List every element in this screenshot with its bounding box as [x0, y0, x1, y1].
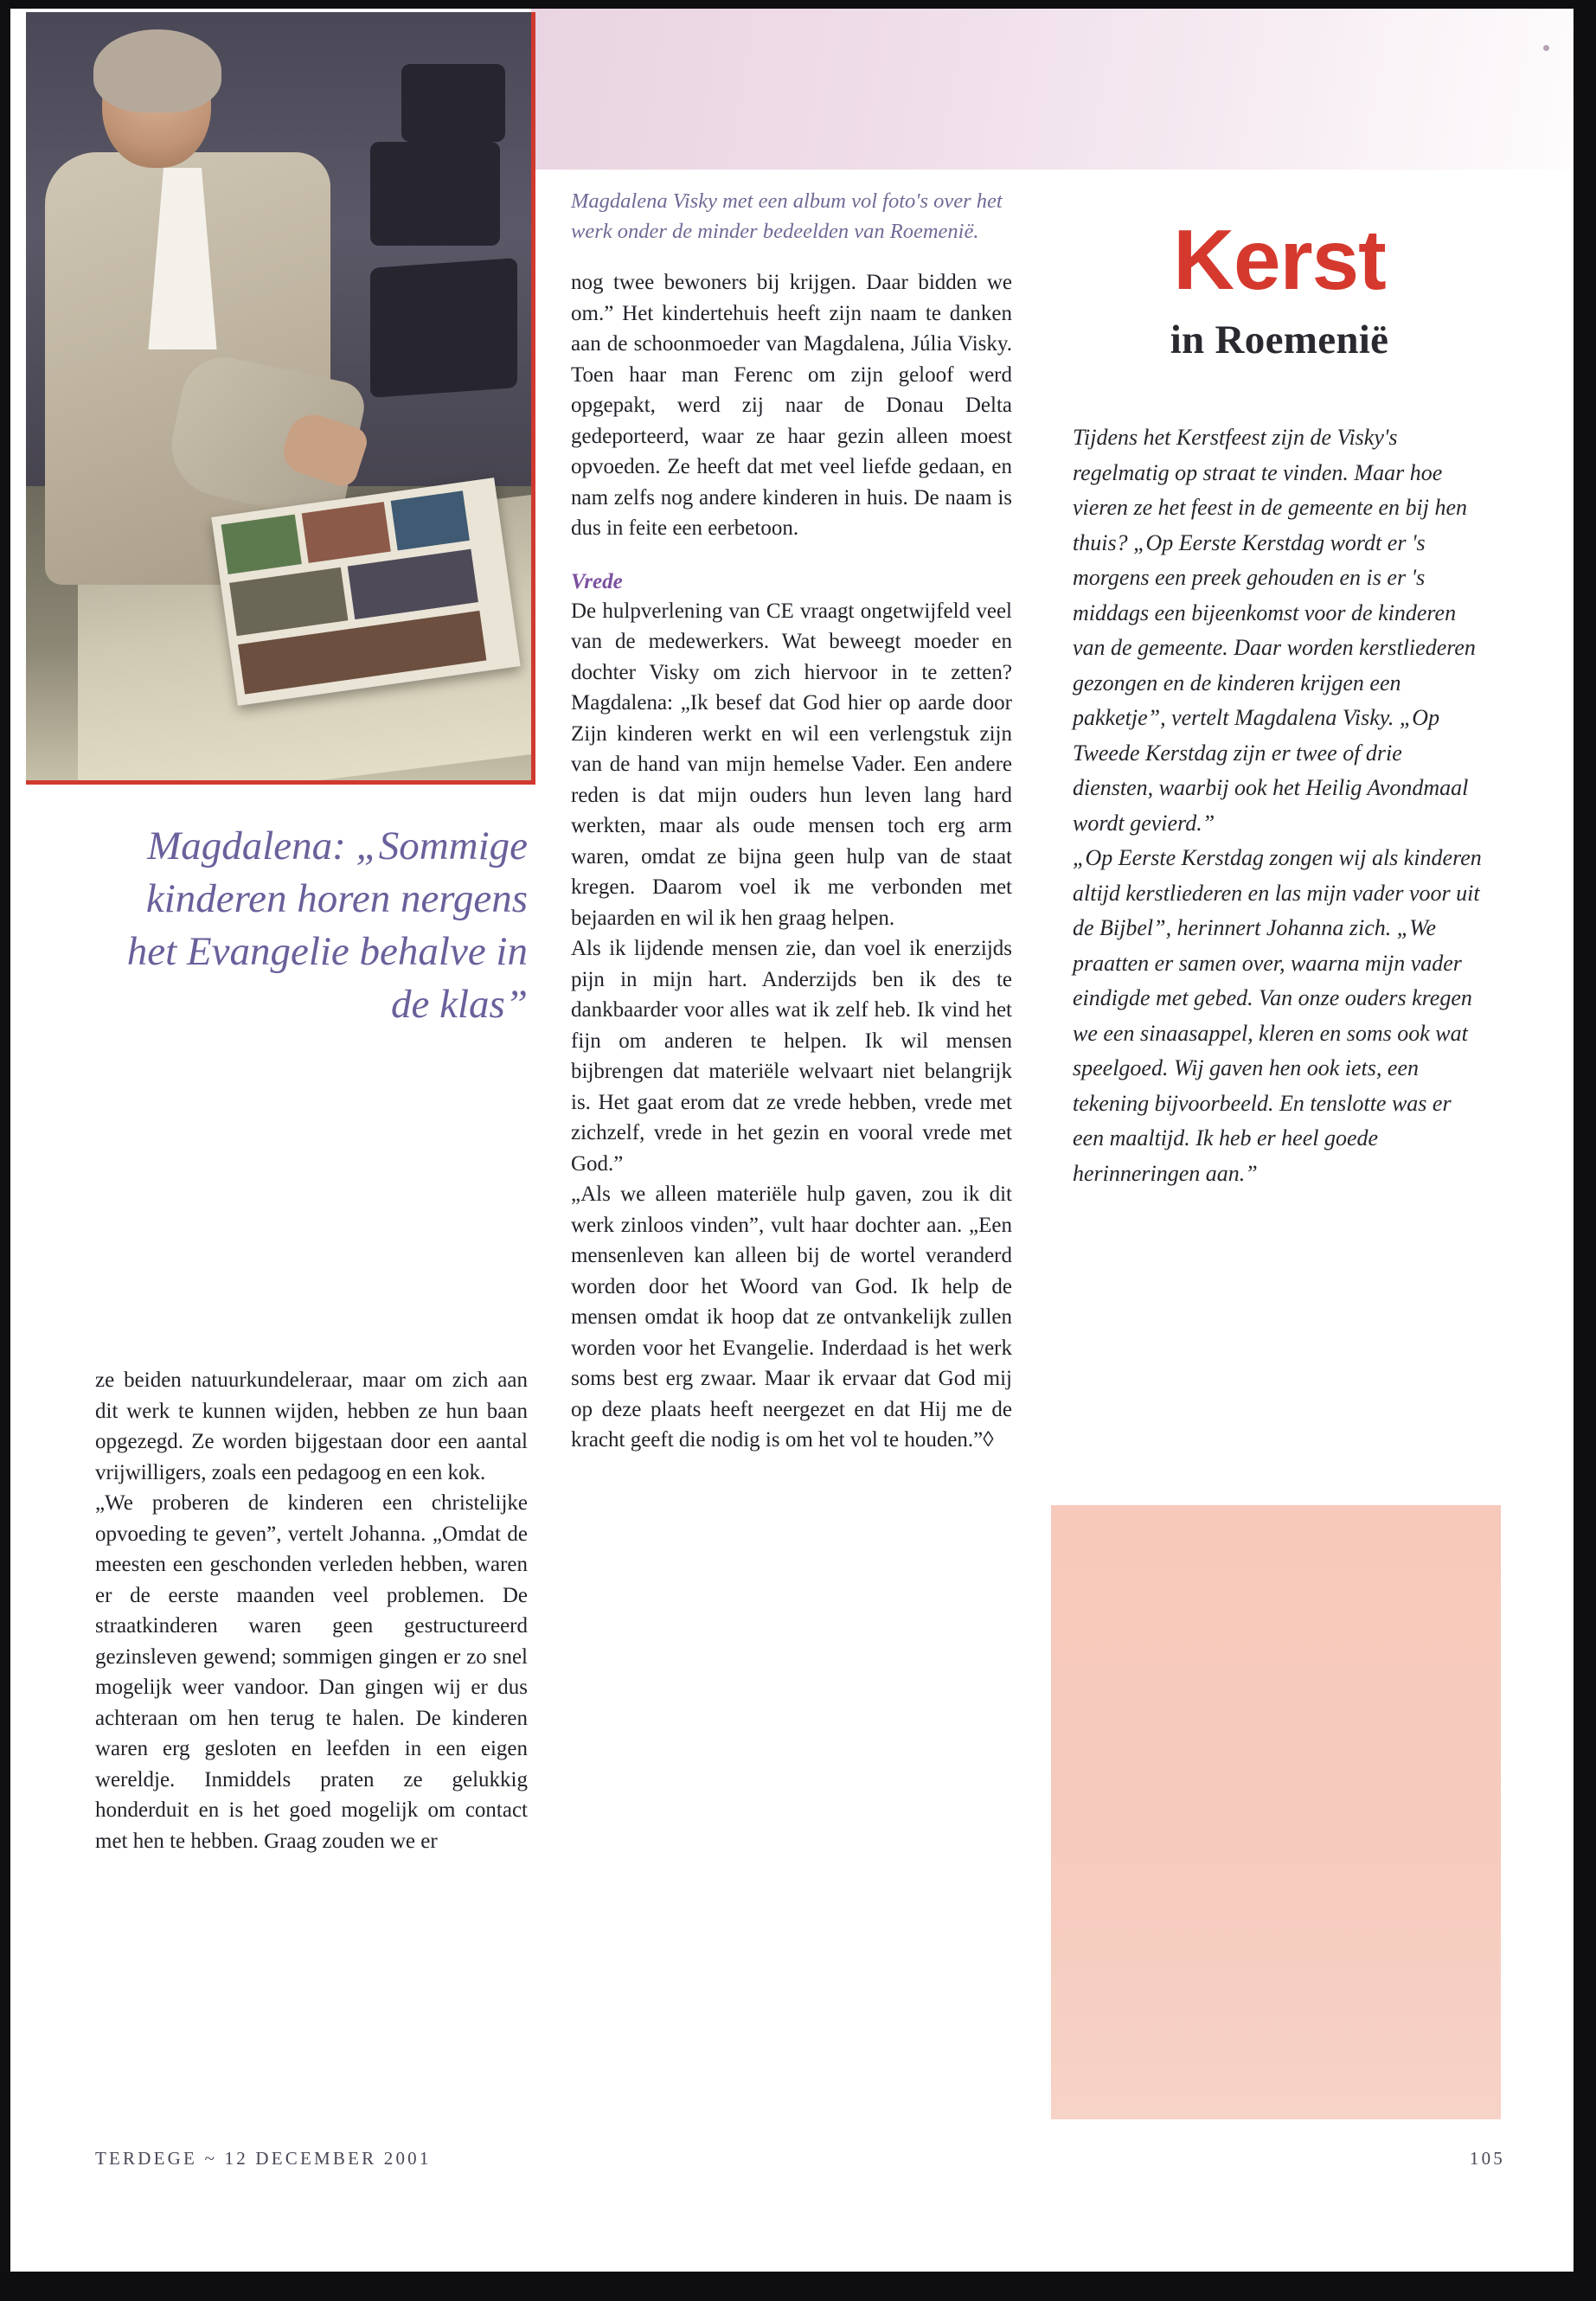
footer-page-number: 105: [1469, 2148, 1505, 2169]
sidebar-title: Kerst: [1173, 212, 1386, 307]
pull-quote: Magdalena: „Sommige kinderen horen nergens het Evangelie behalve in de klas”: [126, 824, 528, 1027]
middle-column: [571, 186, 1012, 1456]
photo-person: [45, 38, 330, 574]
album-photo: [229, 567, 348, 636]
sidebar-paragraph-2: „Op Eerste Kerstdag zongen wij als kinderen altijd kerstliederen en las mijn vader voor uit de Bijbel”, herinnert Johanna zich. „We praatten er samen over, waarna mijn vader eindigde met gebed. Van onze ouders kregen we een sinaasappel, kleren en soms ook wat speelgoed. Wij gaven hen ook iets, een tekening bijvoorbeeld. En tenslotte was er een maaltijd. Ik heb er heel goede herinneringen aan.”: [1073, 845, 1482, 1186]
left-column-paragraph-2: „We proberen de kinderen een christelijke opvoeding te geven”, vertelt Johanna. „Omdat de meesten een geschonden verleden hebben, waren er de eerste maanden veel problemen. De straatkinderen waren geen gestructureerd gezinsleven gewend; sommigen gingen er zo snel mogelijk weer vandoor. Dan gingen wij er dus achteraan om hen terug te halen. De kinderen waren erg gesloten en leefden in een eigen wereldje. Inmiddels praten ze gelukkig honderduit en is het goed mogelijk om contact met hen te hebben. Graag zouden we er: [95, 1491, 528, 1853]
sidebar-highlight-block: [1051, 1505, 1501, 2119]
sidebar-subtitle: in Roemenië: [1170, 317, 1389, 362]
page-edge-right: [1574, 0, 1596, 2301]
middle-column-subhead: Vrede: [571, 569, 623, 593]
sidebar-paragraph-1: Tijdens het Kerstfeest zijn de Visky's regelmatig op straat te vinden. Maar hoe vieren ze het feest in de gemeente en bij hen thuis? „Op Eerste Kerstdag wordt er 's morgens een preek gehouden en is er 's middags een bijeenkomst voor de kinderen van de gemeente. Daar worden kerstliederen gezongen en de kinderen krijgen een pakketje”, vertelt Magdalena Visky. „Op Tweede Kerstdag zijn er twee of drie diensten, waarbij ook het Heilig Avondmaal wordt gevierd.”: [1073, 425, 1476, 836]
photo-chair: [370, 142, 500, 246]
photo-chair: [401, 64, 505, 142]
photo-magdalena-visky-with-album: [26, 12, 535, 785]
footer-publication-line: TERDEGE ~ 12 DECEMBER 2001: [95, 2148, 432, 2169]
sidebar: [1073, 212, 1486, 1191]
album-photo: [302, 502, 391, 563]
photo-album: [211, 478, 520, 706]
page-footer: [95, 2148, 1505, 2170]
middle-column-paragraph-3: „Als we alleen materiële hulp gaven, zou ik dit werk zinloos vinden”, vult haar dochter aan. „Een mensenleven kan alleen bij de wortel veranderd worden door het Woord van God. Ik help de mensen omdat ik hoop dat ze ontvankelijk zullen worden voor het Evangelie. Inderdaad is het werk soms best erg zwaar. Maar ik ervaar dat God mij op deze plaats heeft neergezet en dat Hij me de kracht geeft die nodig is om het vol te houden.”◊: [571, 1183, 1012, 1452]
photo-caption: Magdalena Visky met een album vol foto's over het werk onder de minder bedeelden van Roemenië.: [571, 189, 1003, 243]
left-column-paragraph-1: ze beiden natuurkundeleraar, maar om zich aan dit werk te kunnen wijden, hebben ze hun baan opgezegd. Ze worden bijgestaan door een aantal vrijwilligers, zoals een pedagoog en een kok.: [95, 1368, 528, 1484]
album-photo: [391, 490, 470, 550]
left-column: [95, 1365, 528, 1856]
album-photo: [221, 515, 302, 574]
page-edge-left: [0, 0, 10, 2301]
page-edge-bottom: [0, 2272, 1596, 2301]
middle-column-paragraph-2: Als ik lijdende mensen zie, dan voel ik enerzijds pijn in mijn hart. Anderzijds ben ik des te dankbaarder voor alles wat ik zelf heb. Ik vind het fijn om anderen te helpen. Ik wil mensen bijbrengen dat materiële welvaart niet belangrijk is. Het gaat erom dat ze vrede hebben, vrede met zichzelf, vrede in het gezin en vooral vrede met God.”: [571, 937, 1012, 1176]
photo-person-hair: [93, 29, 221, 112]
middle-column-intro: nog twee bewoners bij krijgen. Daar bidden we om.” Het kindertehuis heeft zijn naam te danken aan de schoonmoeder van Magdalena, Júlia Visky. Toen haar man Ferenc om zijn geloof werd opgepakt, werd zij naar de Donau Delta gedeporteerd, waar ze haar gezin alleen moest opvoeden. Ze heeft dat met veel liefde gedaan, en nam zelfs nog andere kinderen in huis. De naam is dus in feite een eerbetoon.: [571, 271, 1012, 540]
photo-chair: [370, 258, 517, 398]
middle-column-paragraph-1: De hulpverlening van CE vraagt ongetwijfeld veel van de medewerkers. Wat beweegt moeder en dochter Visky om zich hiervoor in te zetten? Magdalena: „Ik besef dat God hier op aarde door Zijn kinderen werkt en wil een verlengstuk zijn van de hand van mijn hemelse Vader. Een andere reden is dat mijn ouders hun leven lang hard werkten, maar als oude mensen toch erg arm waren, omdat ze bijna geen hulp van de staat kregen. Daarom voel ik me verbonden met bejaarden en wil ik hen graag helpen.: [571, 599, 1012, 930]
page-edge-top: [0, 0, 1596, 9]
album-photo: [348, 549, 478, 619]
print-mark-dot: [1543, 45, 1549, 51]
header-gradient-band: [531, 0, 1574, 170]
